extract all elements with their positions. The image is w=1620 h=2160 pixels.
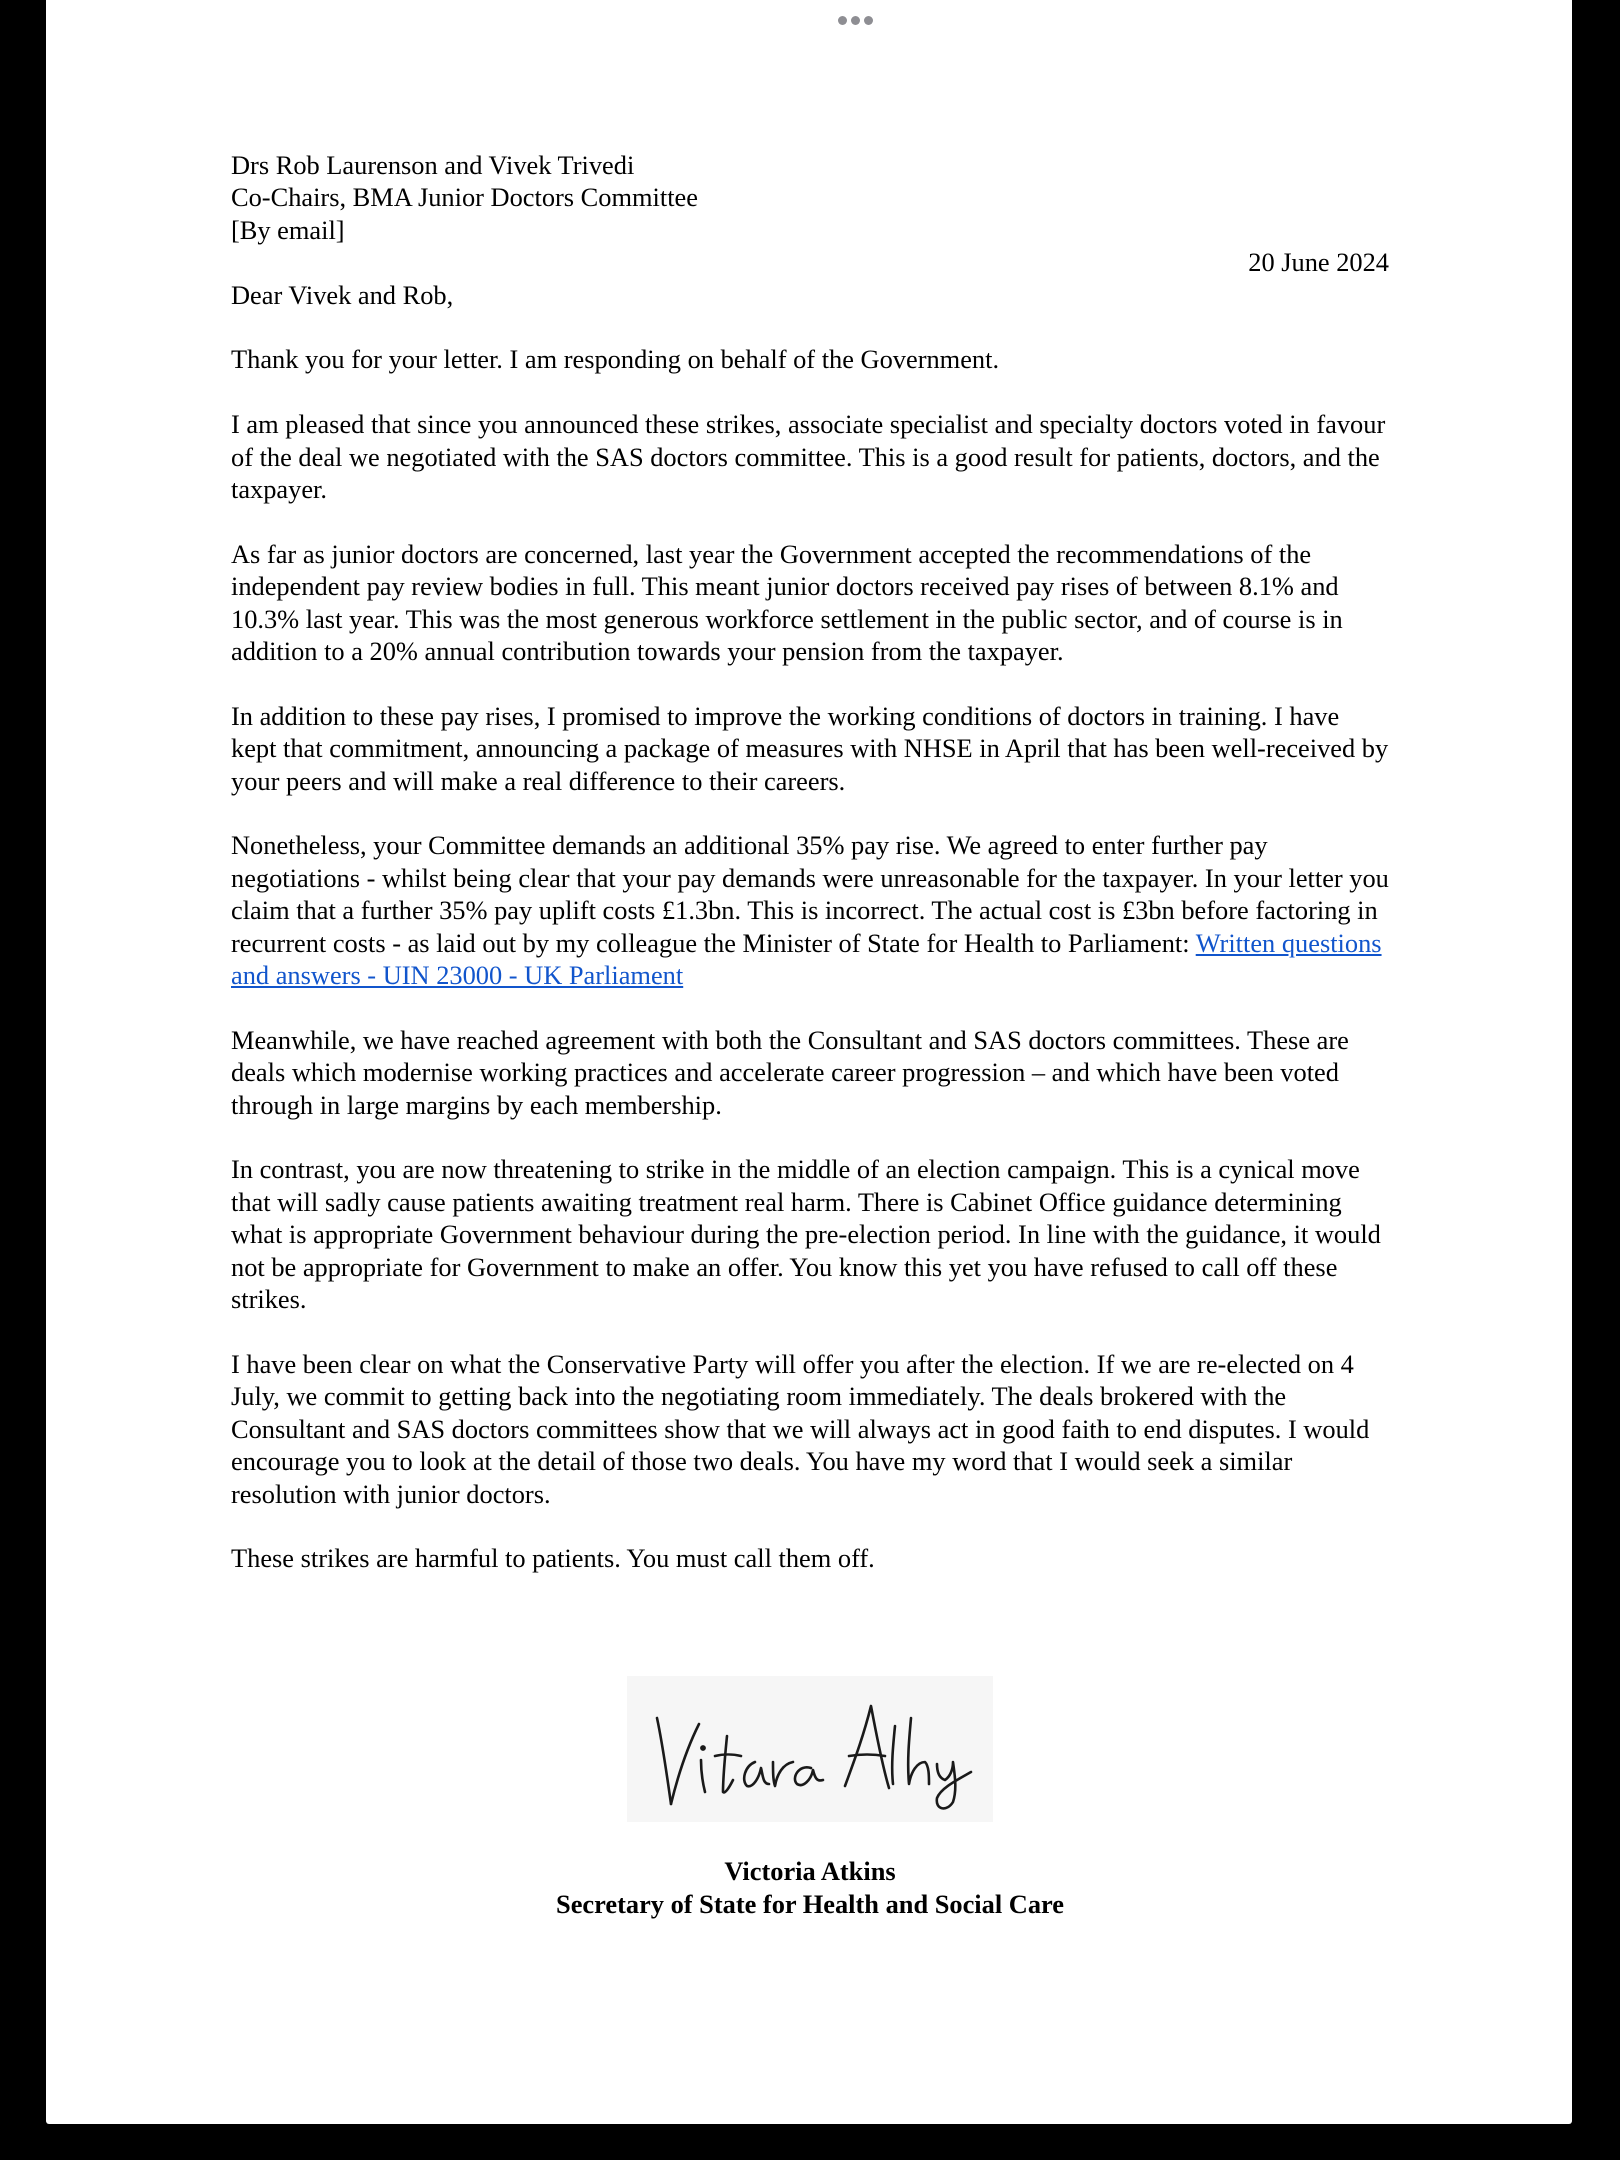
paragraph: As far as junior doctors are concerned, last year the Government accepted the recommendations of the independent pay review bodies in full. This meant junior doctors received pay rises of between 8.1% and 10.3% last year. This was the most generous workforce settlement in the public sector, and of course is in addition to a 20% annual contribution towards your pension from the taxpayer.: [231, 538, 1343, 667]
recipient-names: Drs Rob Laurenson and Vivek Trivedi: [231, 150, 635, 180]
paragraph: Thank you for your letter. I am responding on behalf of the Government.: [231, 344, 1000, 375]
ellipsis-icon: [838, 16, 847, 25]
salutation: Dear Vivek and Rob,: [231, 279, 454, 310]
paragraph-with-link: [231, 829, 1389, 991]
delivery-method: [By email]: [231, 214, 345, 245]
more-options-button[interactable]: [833, 13, 877, 27]
signatory-name: Victoria Atkins: [724, 1856, 896, 1886]
paragraph: Meanwhile, we have reached agreement with both the Consultant and SAS doctors committees. These are deals which modernise working practices and accelerate career progression – and which have been voted through in large margins by each membership.: [231, 1024, 1349, 1120]
handwritten-signature: [627, 1676, 993, 1822]
letter-date: 20 June 2024: [1248, 247, 1389, 278]
paragraph-text: Nonetheless, your Committee demands an additional 35% pay rise. We agreed to enter further pay negotiations - whilst being clear that your pay demands were unreasonable for the taxpayer. In your letter you claim that a further 35% pay uplift costs £1.3bn. This is incorrect. The actual cost is £3bn before factoring in recurrent costs - as laid out by my colleague the Minister of State for Health to Parliament:: [231, 830, 1389, 958]
paragraph: In addition to these pay rises, I promised to improve the working conditions of doctors in training. I have kept that commitment, announcing a package of measures with NHSE in April that has been well-received by your peers and will make a real difference to their careers.: [231, 700, 1389, 796]
signatory-title: Secretary of State for Health and Social Care: [556, 1889, 1064, 1919]
signature-block: [231, 1855, 1389, 1921]
recipient-role: Co-Chairs, BMA Junior Doctors Committee: [231, 182, 698, 213]
recipient-address: [231, 149, 1389, 246]
paragraph: In contrast, you are now threatening to strike in the middle of an election campaign. This is a cynical move that will sadly cause patients awaiting treatment real harm. There is Cabinet Office guidance determining what is appropriate Government behaviour during the pre-election period. In line with the guidance, it would not be appropriate for Government to make an offer. You know this yet you have refused to call off these strikes.: [231, 1154, 1381, 1315]
letter-body: [231, 149, 1389, 1575]
ellipsis-icon: [851, 16, 860, 25]
paragraph: I am pleased that since you announced these strikes, associate specialist and specialty doctors voted in favour of the deal we negotiated with the SAS doctors committee. This is a good result for patients, doctors, and the taxpayer.: [231, 409, 1386, 505]
ellipsis-icon: [864, 16, 873, 25]
parliament-questions-link[interactable]: Written questions and answers - UIN 23000 - UK Parliament: [231, 927, 1382, 991]
paragraph: I have been clear on what the Conservative Party will offer you after the election. If we are re-elected on 4 July, we commit to getting back into the negotiating room immediately. The deals brokered with the Consultant and SAS doctors committees show that we will always act in good faith to end disputes. I would encourage you to look at the detail of those two deals. You have my word that I would seek a similar resolution with junior doctors.: [231, 1348, 1370, 1509]
paragraph: These strikes are harmful to patients. You must call them off.: [231, 1543, 875, 1574]
